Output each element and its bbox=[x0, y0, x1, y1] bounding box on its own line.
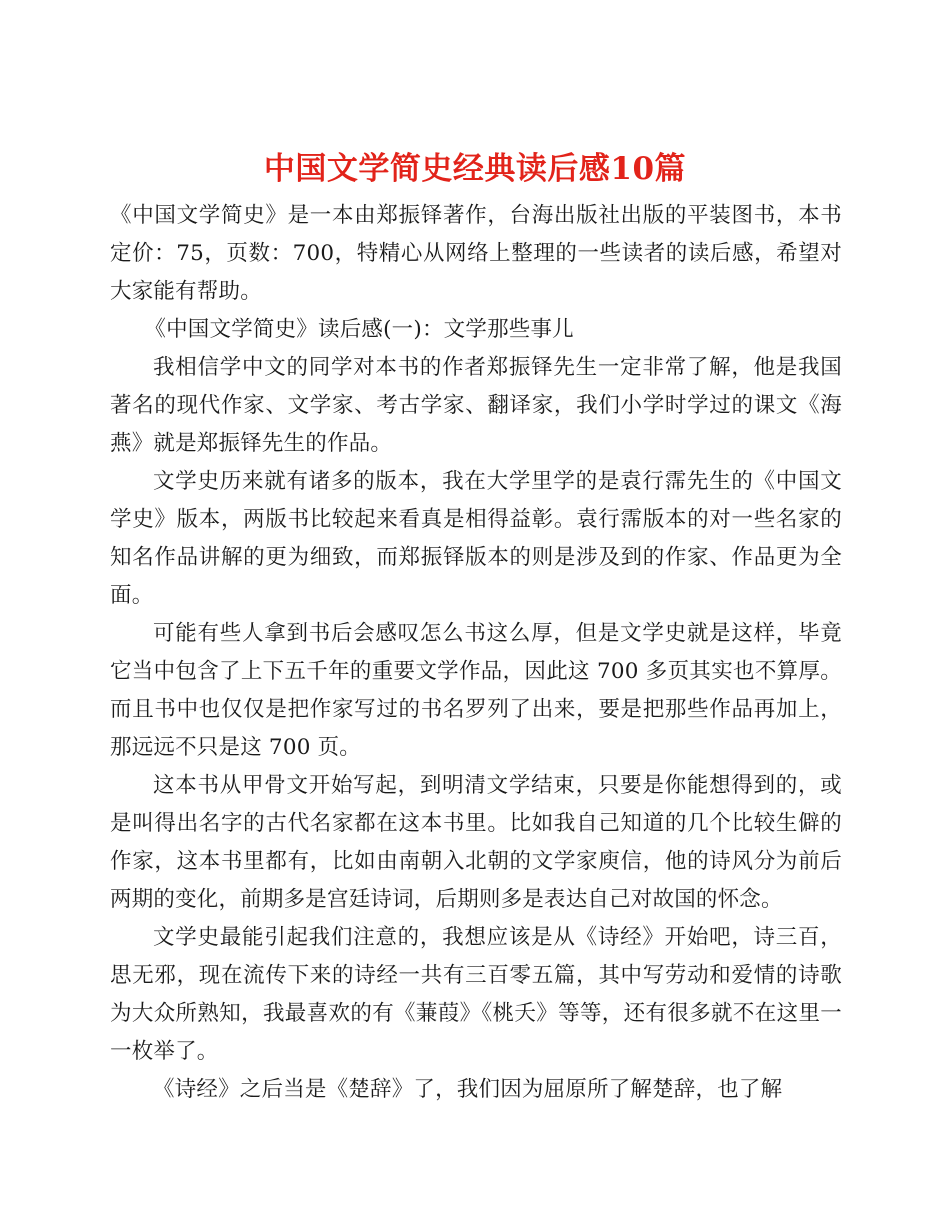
paragraph-body-5: 文学史最能引起我们注意的，我想应该是从《诗经》开始吧，诗三百，思无邪，现在流传下来的诗经一共有三百零五篇，其中写劳动和爱情的诗歌为大众所熟知，我最喜欢的有《蒹葭》《桃夭》等等，还有很多就不在这里一一枚举了。 bbox=[110, 925, 842, 1064]
paragraph-body-6: 《诗经》之后当是《楚辞》了，我们因为屈原所了解楚辞，也了解 bbox=[153, 1077, 783, 1102]
paragraph-body-2: 文学史历来就有诸多的版本，我在大学里学的是袁行霈先生的《中国文学史》版本，两版书比较起来看真是相得益彰。袁行霈版本的对一些名家的知名作品讲解的更为细致，而郑振铎版本的则是涉及到的作家、作品更为全面。 bbox=[110, 469, 842, 608]
paragraph-intro: 《中国文学简史》是一本由郑振铎著作，台海出版社出版的平装图书，本书定价：75，页数：700，特精心从网络上整理的一些读者的读后感，希望对大家能有帮助。 bbox=[110, 203, 842, 304]
paragraph-body-3: 可能有些人拿到书后会感叹怎么书这么厚，但是文学史就是这样，毕竟它当中包含了上下五千年的重要文学作品，因此这 700 多页其实也不算厚。而且书中也仅仅是把作家写过的书名罗列了出来，要是把那些作品再加上，那远远不只是这 700 页。 bbox=[110, 621, 842, 760]
paragraph-body-4: 这本书从甲骨文开始写起，到明清文学结束，只要是你能想得到的，或是叫得出名字的古代名家都在这本书里。比如我自己知道的几个比较生僻的作家，这本书里都有，比如由南朝入北朝的文学家庾信，他的诗风分为前后两期的变化，前期多是宫廷诗词，后期则多是表达自己对故国的怀念。 bbox=[110, 773, 842, 912]
page-title: 中国文学简史经典读后感10篇 bbox=[263, 150, 687, 187]
document-body bbox=[110, 197, 842, 1109]
paragraph-section-heading-1: 《中国文学简史》读后感(一)：文学那些事儿 bbox=[144, 317, 574, 342]
paragraph-body-1: 我相信学中文的同学对本书的作者郑振铎先生一定非常了解，他是我国著名的现代作家、文学家、考古学家、翻译家，我们小学时学过的课文《海燕》就是郑振铎先生的作品。 bbox=[110, 355, 842, 456]
